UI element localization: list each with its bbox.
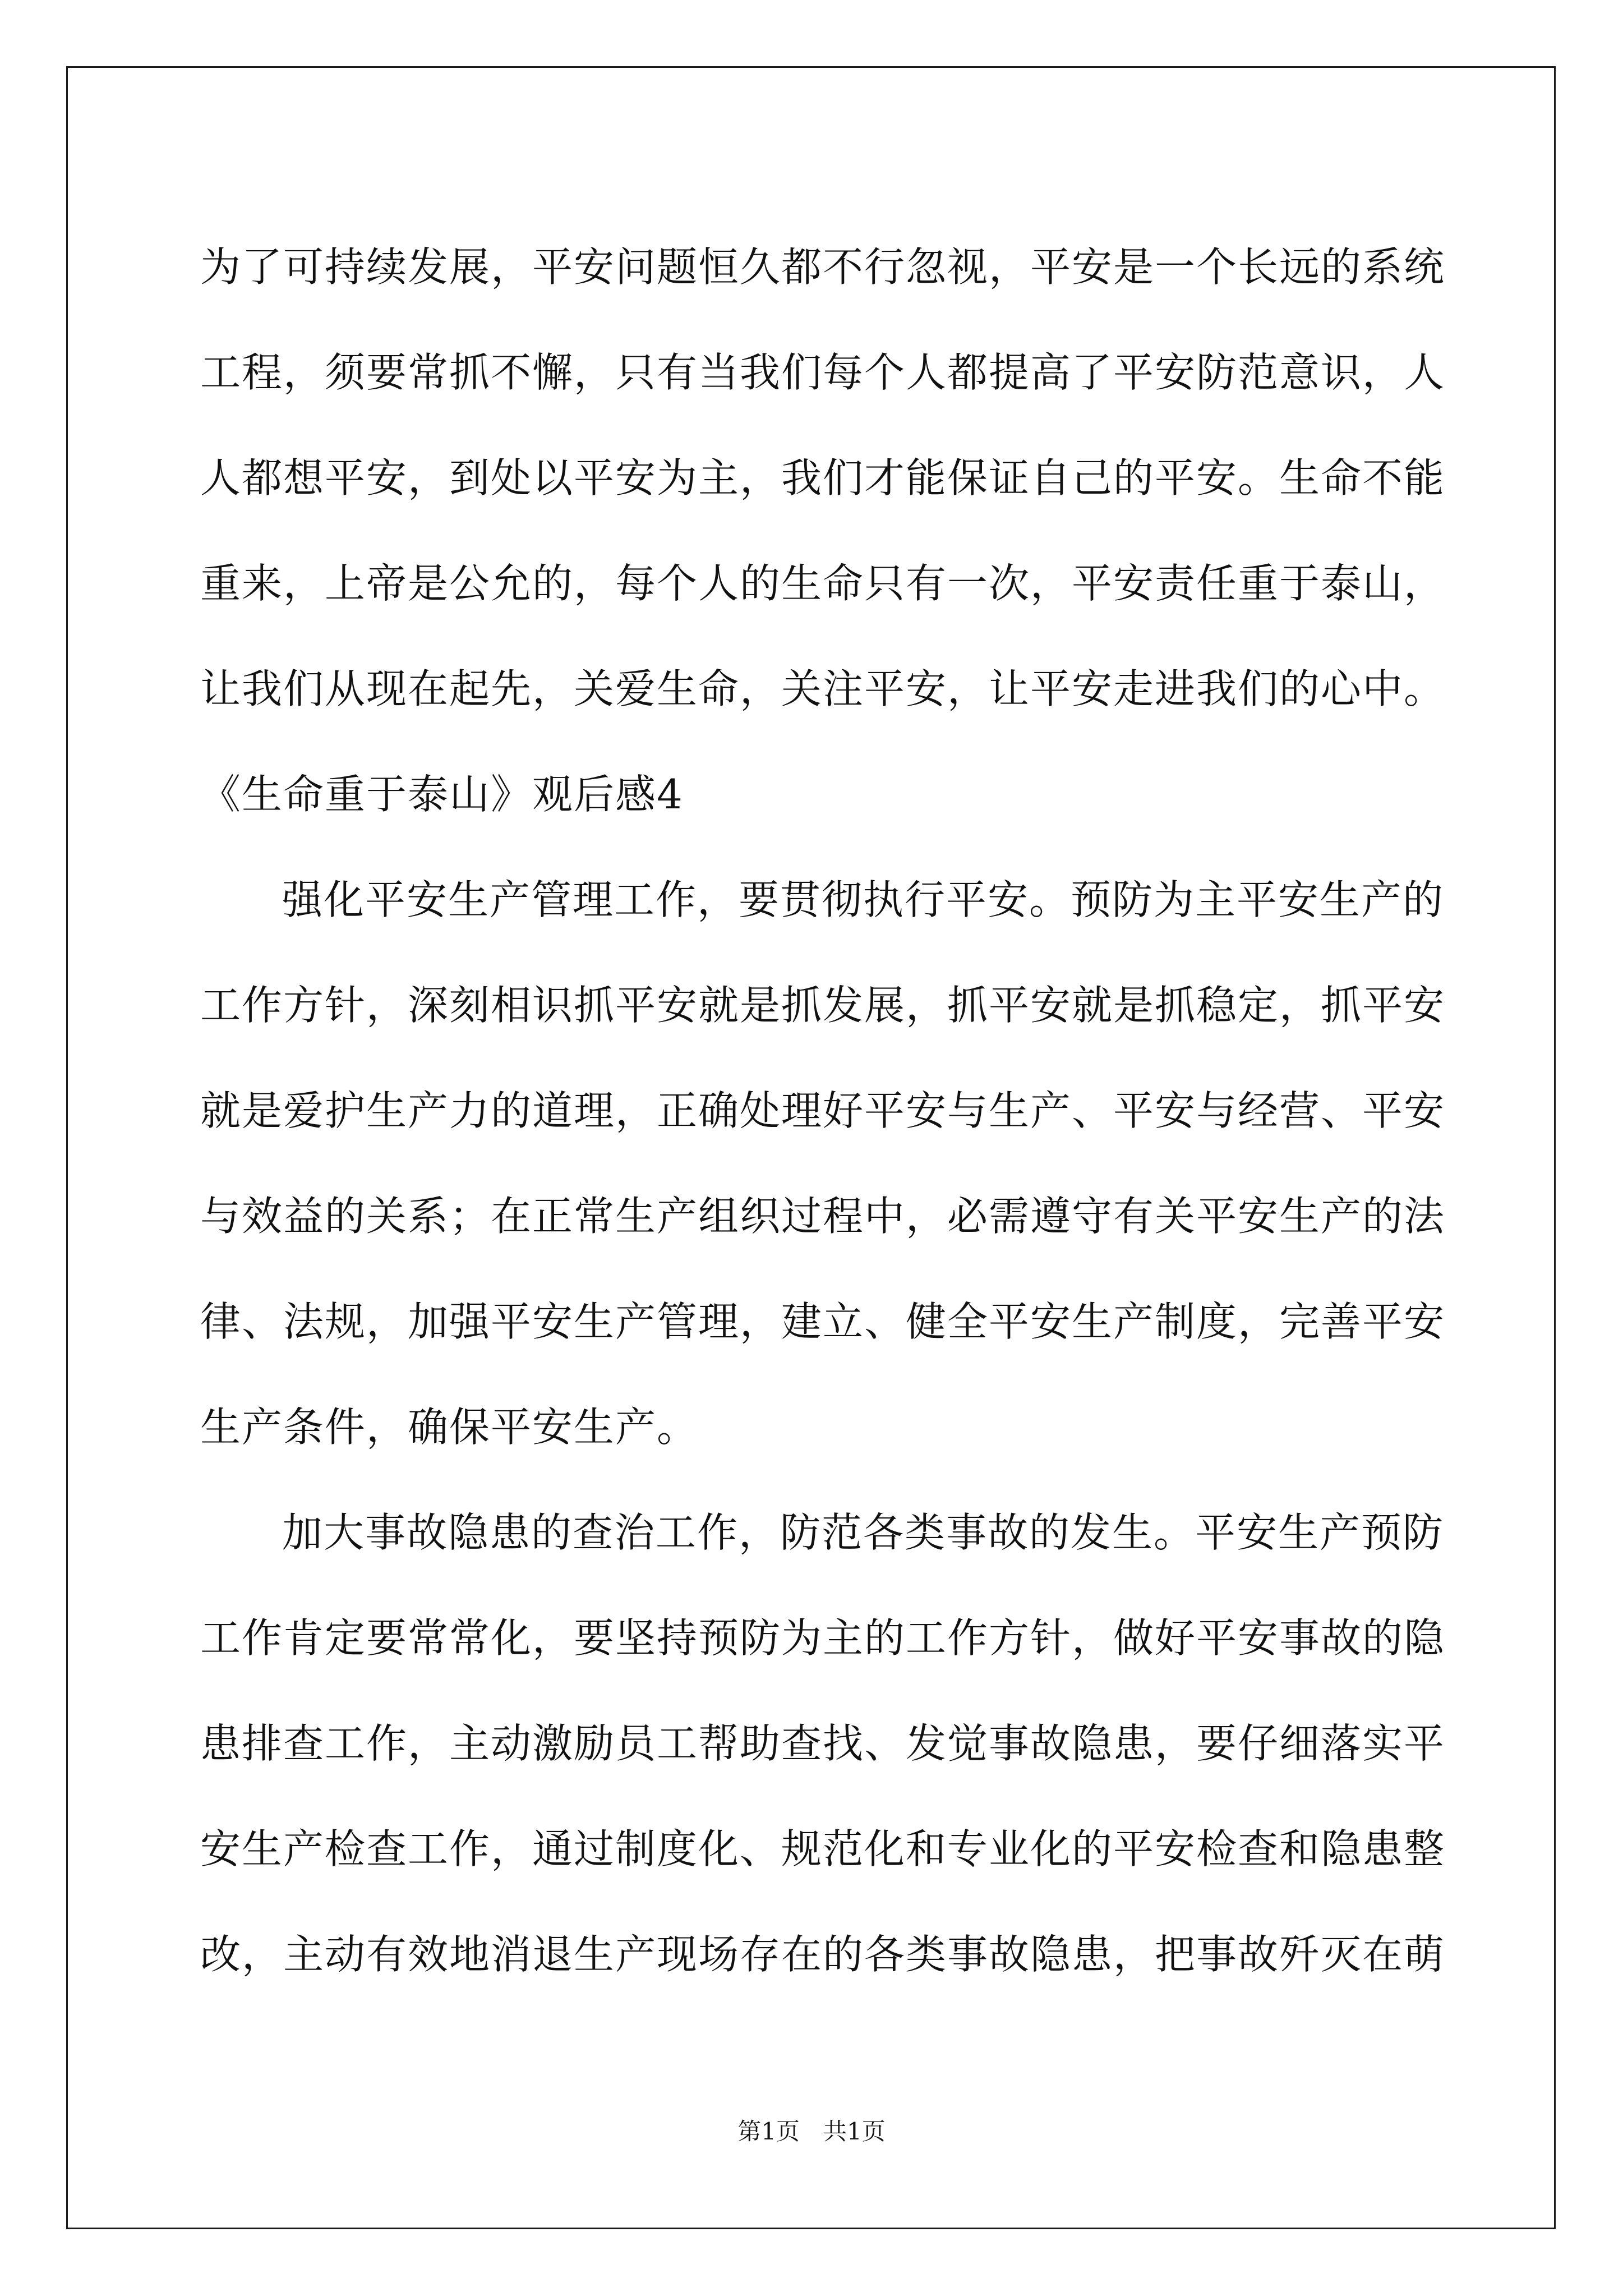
paragraph-2-line: 工作肯定要常常化，要坚持预防为主的工作方针，做好平安事故的隐 — [200, 1614, 1446, 1662]
paragraph-2-line: 安生产检查工作，通过制度化、规范化和专业化的平安检查和隐患整 — [200, 1825, 1446, 1872]
paragraph-1-line: 律、法规，加强平安生产管理，建立、健全平安生产制度，完善平安 — [200, 1298, 1446, 1345]
paragraph-2-line: 改，主动有效地消退生产现场存在的各类事故隐患，把事故歼灭在萌 — [200, 1931, 1446, 1978]
text-line: 人都想平安，到处以平安为主，我们才能保证自己的平安。生命不能 — [200, 454, 1446, 501]
paragraph-1-line: 生产条件，确保平安生产。 — [200, 1404, 699, 1451]
paragraph-1-line: 与效益的关系；在正常生产组织过程中，必需遵守有关平安生产的法 — [200, 1193, 1446, 1240]
page-footer: 第1页 共1页 — [737, 2118, 886, 2145]
paragraph-1-line: 强化平安生产管理工作，要贯彻执行平安。预防为主平安生产的 — [282, 876, 1445, 923]
paragraph-2-line: 患排查工作，主动激励员工帮助查找、发觉事故隐患，要仔细落实平 — [200, 1720, 1446, 1767]
paragraph-1-line: 就是爱护生产力的道理，正确处理好平安与生产、平安与经营、平安 — [200, 1087, 1446, 1134]
document-body — [200, 214, 1446, 2007]
paragraph-2-line: 加大事故隐患的查治工作，防范各类事故的发生。平安生产预防 — [282, 1509, 1445, 1556]
text-line: 工程，须要常抓不懈，只有当我们每个人都提高了平安防范意识，人 — [200, 349, 1446, 396]
paragraph-1-line: 工作方针，深刻相识抓平安就是抓发展，抓平安就是抓稳定，抓平安 — [200, 982, 1446, 1029]
section-heading: 《生命重于泰山》观后感4 — [200, 771, 684, 818]
text-line: 重来，上帝是公允的，每个人的生命只有一次，平安责任重于泰山， — [200, 560, 1446, 607]
text-line: 让我们从现在起先，关爱生命，关注平安，让平安走进我们的心中。 — [200, 665, 1446, 712]
text-line: 为了可持续发展，平安问题恒久都不行忽视，平安是一个长远的系统 — [200, 243, 1446, 291]
